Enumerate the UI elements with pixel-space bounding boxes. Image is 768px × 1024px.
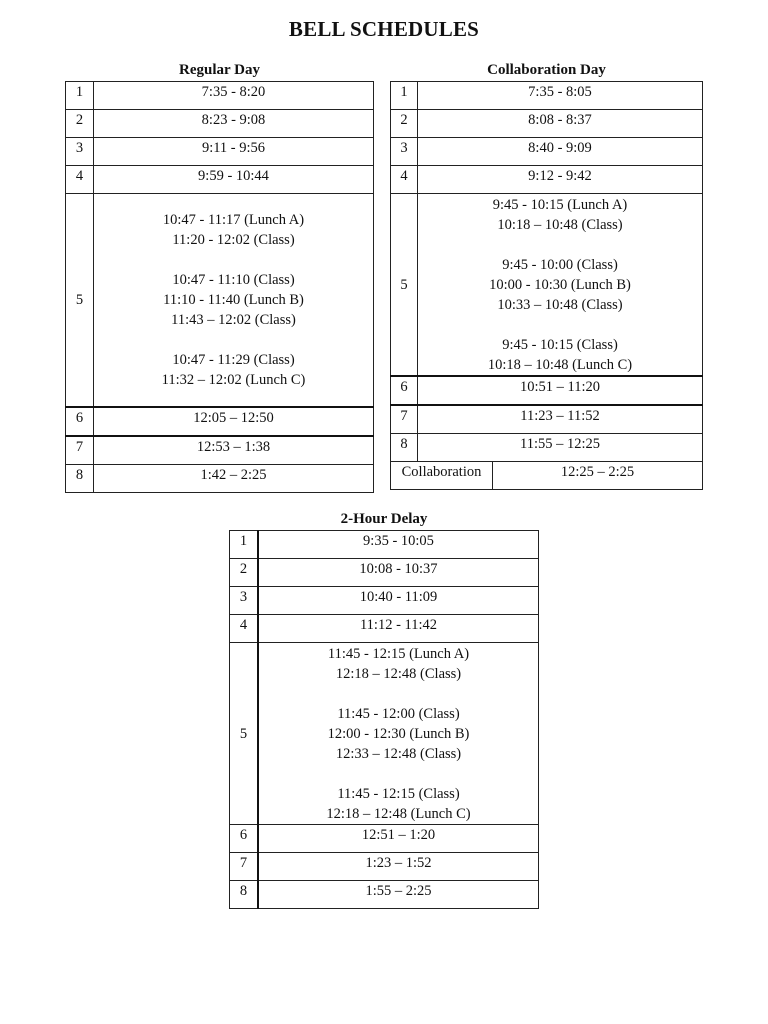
period-cell: 1 [230,531,259,559]
period-cell: 2 [66,110,94,138]
regular-day-schedule [65,61,374,493]
lunch-b-line-2: 12:00 - 12:30 (Lunch B) [327,725,470,742]
period-cell: 7 [66,436,94,465]
lunch-a-line-1: 9:45 - 10:15 (Lunch A) [492,196,628,213]
lunch-times-cell [258,643,539,825]
table-row [391,110,703,138]
period-cell: 8 [66,465,94,493]
time-cell: 8:23 - 9:08 [94,110,374,138]
table-row [230,615,539,643]
period-cell: 6 [391,376,418,405]
table-row [230,853,539,881]
time-cell: 7:35 - 8:05 [418,82,703,110]
table-row [391,434,703,462]
collaboration-time: 12:25 – 2:25 [493,462,703,490]
time-cell: 9:12 - 9:42 [418,166,703,194]
period-cell: 8 [391,434,418,462]
table-row [66,194,374,408]
lunch-a-line-1: 11:45 - 12:15 (Lunch A) [327,645,470,662]
lunch-a-line-1: 10:47 - 11:17 (Lunch A) [162,212,305,228]
table-row [230,643,539,825]
table-row [230,881,539,909]
period-cell: 5 [391,194,418,377]
collaboration-day-schedule [390,61,703,490]
lunch-b-line-3: 11:43 – 12:02 (Class) [171,312,296,328]
time-cell: 10:40 - 11:09 [258,587,539,615]
table-row [66,407,374,436]
table-row [66,436,374,465]
lunch-times-cell [94,194,374,408]
table-row [391,138,703,166]
table-row [391,82,703,110]
period-cell: 4 [391,166,418,194]
time-cell: 11:12 - 11:42 [258,615,539,643]
lunch-b-line-1: 9:45 - 10:00 (Class) [502,256,618,273]
lunch-b-line-3: 12:33 – 12:48 (Class) [335,745,462,762]
time-cell: 1:42 – 2:25 [94,465,374,493]
collaboration-day-table [390,81,703,490]
period-cell: 4 [66,166,94,194]
time-cell: 12:51 – 1:20 [258,825,539,853]
time-cell: 10:51 – 11:20 [418,376,703,405]
period-cell: 6 [230,825,259,853]
table-row [66,82,374,110]
table-row [66,166,374,194]
table-row [230,531,539,559]
page-title: BELL SCHEDULES [288,17,480,41]
period-cell: 2 [391,110,418,138]
lunch-b-line-1: 10:47 - 11:10 (Class) [172,272,295,288]
lunch-c-line-2: 10:18 – 10:48 (Lunch C) [487,356,633,373]
time-cell: 11:23 – 11:52 [418,405,703,434]
two-hour-delay-schedule [229,510,539,909]
table-row [230,587,539,615]
regular-day-table [65,81,374,493]
time-cell: 10:08 - 10:37 [258,559,539,587]
schedule-title: 2-Hour Delay [340,511,428,527]
table-row [230,825,539,853]
two-hour-delay-table [229,530,539,909]
lunch-c-line-1: 10:47 - 11:29 (Class) [172,352,295,368]
lunch-a-line-2: 11:20 - 12:02 (Class) [172,232,295,248]
time-cell: 9:59 - 10:44 [94,166,374,194]
table-row [391,405,703,434]
time-cell: 9:35 - 10:05 [258,531,539,559]
period-cell: 1 [391,82,418,110]
table-row [391,166,703,194]
lunch-b-line-2: 10:00 - 10:30 (Lunch B) [489,276,631,293]
lunch-c-line-2: 11:32 – 12:02 (Lunch C) [161,372,306,388]
lunch-b-line-2: 11:10 - 11:40 (Lunch B) [163,292,304,308]
time-cell: 8:08 - 8:37 [418,110,703,138]
time-cell: 11:55 – 12:25 [418,434,703,462]
collaboration-label: Collaboration [391,462,493,490]
period-cell: 4 [230,615,259,643]
lunch-a-line-2: 12:18 – 12:48 (Class) [335,665,462,682]
period-cell: 7 [230,853,259,881]
period-cell: 6 [66,407,94,436]
lunch-a-line-2: 10:18 – 10:48 (Class) [497,216,623,233]
table-row [230,559,539,587]
period-cell: 3 [391,138,418,166]
lunch-c-line-1: 9:45 - 10:15 (Class) [502,336,618,353]
lunch-b-line-3: 10:33 – 10:48 (Class) [497,296,623,313]
period-cell: 3 [230,587,259,615]
time-cell: 7:35 - 8:20 [94,82,374,110]
table-row [391,376,703,405]
time-cell: 8:40 - 9:09 [418,138,703,166]
time-cell: 1:55 – 2:25 [258,881,539,909]
table-row [391,194,703,377]
lunch-b-line-1: 11:45 - 12:00 (Class) [337,705,460,722]
lunch-c-line-2: 12:18 – 12:48 (Lunch C) [326,805,471,822]
time-cell: 12:05 – 12:50 [94,407,374,436]
table-row [66,465,374,493]
period-cell: 7 [391,405,418,434]
period-cell: 1 [66,82,94,110]
time-cell: 9:11 - 9:56 [94,138,374,166]
period-cell: 8 [230,881,259,909]
period-cell: 3 [66,138,94,166]
schedule-title: Collaboration Day [487,62,606,78]
schedule-title: Regular Day [179,62,260,78]
period-cell: 5 [230,643,259,825]
time-cell: 12:53 – 1:38 [94,436,374,465]
period-cell: 2 [230,559,259,587]
table-row [66,138,374,166]
period-cell: 5 [66,194,94,408]
lunch-c-line-1: 11:45 - 12:15 (Class) [337,785,460,802]
collaboration-row [391,462,703,490]
lunch-times-cell [418,194,703,377]
time-cell: 1:23 – 1:52 [258,853,539,881]
table-row [66,110,374,138]
